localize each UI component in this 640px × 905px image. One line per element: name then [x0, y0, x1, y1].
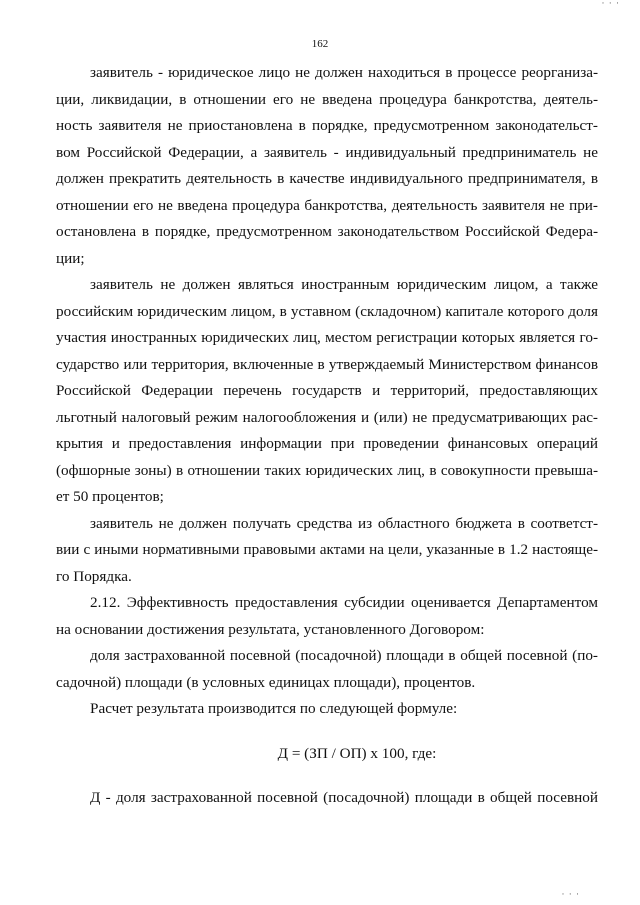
text-line: заявитель - юридическое лицо не должен находиться в процессе реорганиза-	[90, 64, 598, 81]
paragraph	[56, 643, 598, 696]
text-line: вом Российской Федерации, а заявитель - индивидуальный предприниматель не	[56, 143, 598, 161]
text-line: вии с иными нормативными правовыми актами на цели, указанные в 1.2 настояще-	[56, 541, 598, 558]
text-line: заявитель не должен являться иностранным юридическим лицом, а также	[90, 276, 598, 293]
text-line: льготный налоговый режим налогообложения и (или) не предусматривающих рас-	[56, 408, 598, 426]
formula: Д = (ЗП / ОП) х 100, где:	[277, 744, 437, 762]
paragraph	[56, 272, 598, 511]
text-line: садочной) площади (в условных единицах площади), процентов.	[56, 673, 476, 691]
text-line: ции, ликвидации, в отношении его не введена процедура банкротства, деятель-	[56, 90, 598, 108]
text-line: ции;	[56, 249, 85, 267]
text-line: 2.12. Эффективность предоставления субсидии оценивается Департаментом	[90, 594, 598, 611]
scan-marks-bottom: · · ·	[561, 889, 580, 899]
text-line: ет 50 процентов;	[56, 488, 164, 505]
text-line: российским юридическим лицом, в уставном (складочном) капитале которого доля	[56, 302, 598, 320]
text-line: го Порядка.	[56, 567, 132, 585]
text-line: отношении его не введена процедура банкротства, деятельность заявителя не при-	[56, 196, 598, 214]
text-line: на основании достижения результата, установленного Договором:	[56, 620, 485, 638]
text-line: остановлена в порядке, предусмотренном законодательством Российской Федера-	[56, 223, 598, 240]
definition-line: Д - доля застрахованной посевной (посадочной) площади в общей посевной	[90, 789, 598, 806]
spacer	[56, 723, 598, 741]
text-line: Расчет результата производится по следующей формуле:	[90, 700, 458, 717]
scan-marks-top: · · ·	[601, 0, 620, 8]
page-number: 162	[311, 38, 329, 50]
spacer	[56, 767, 598, 785]
text-line: доля застрахованной посевной (посадочной) площади в общей посевной (по-	[90, 647, 598, 664]
text-line: участия иностранных юридических лиц, местом регистрации которых является го-	[56, 329, 598, 346]
paragraph	[56, 511, 598, 591]
text-line: сударство или территория, включенные в утверждаемый Министерством финансов	[56, 355, 598, 373]
text-line: (офшорные зоны) в отношении таких юридических лиц, в совокупности превыша-	[56, 461, 598, 479]
text-line: ность заявителя не приостановлена в порядке, предусмотренном законодательст-	[56, 117, 598, 134]
page-body	[56, 60, 598, 812]
paragraph	[56, 590, 598, 643]
paragraph	[56, 696, 598, 723]
text-line: заявитель не должен получать средства из областного бюджета в соответст-	[90, 514, 598, 532]
text-line: крытия и предоставления информации при проведении финансовых операций	[56, 435, 598, 452]
text-line: должен прекратить деятельность в качестве индивидуального предпринимателя, в	[56, 170, 598, 187]
text-line: Российской Федерации перечень государств и территорий, предоставляющих	[56, 382, 598, 399]
paragraph	[56, 60, 598, 272]
